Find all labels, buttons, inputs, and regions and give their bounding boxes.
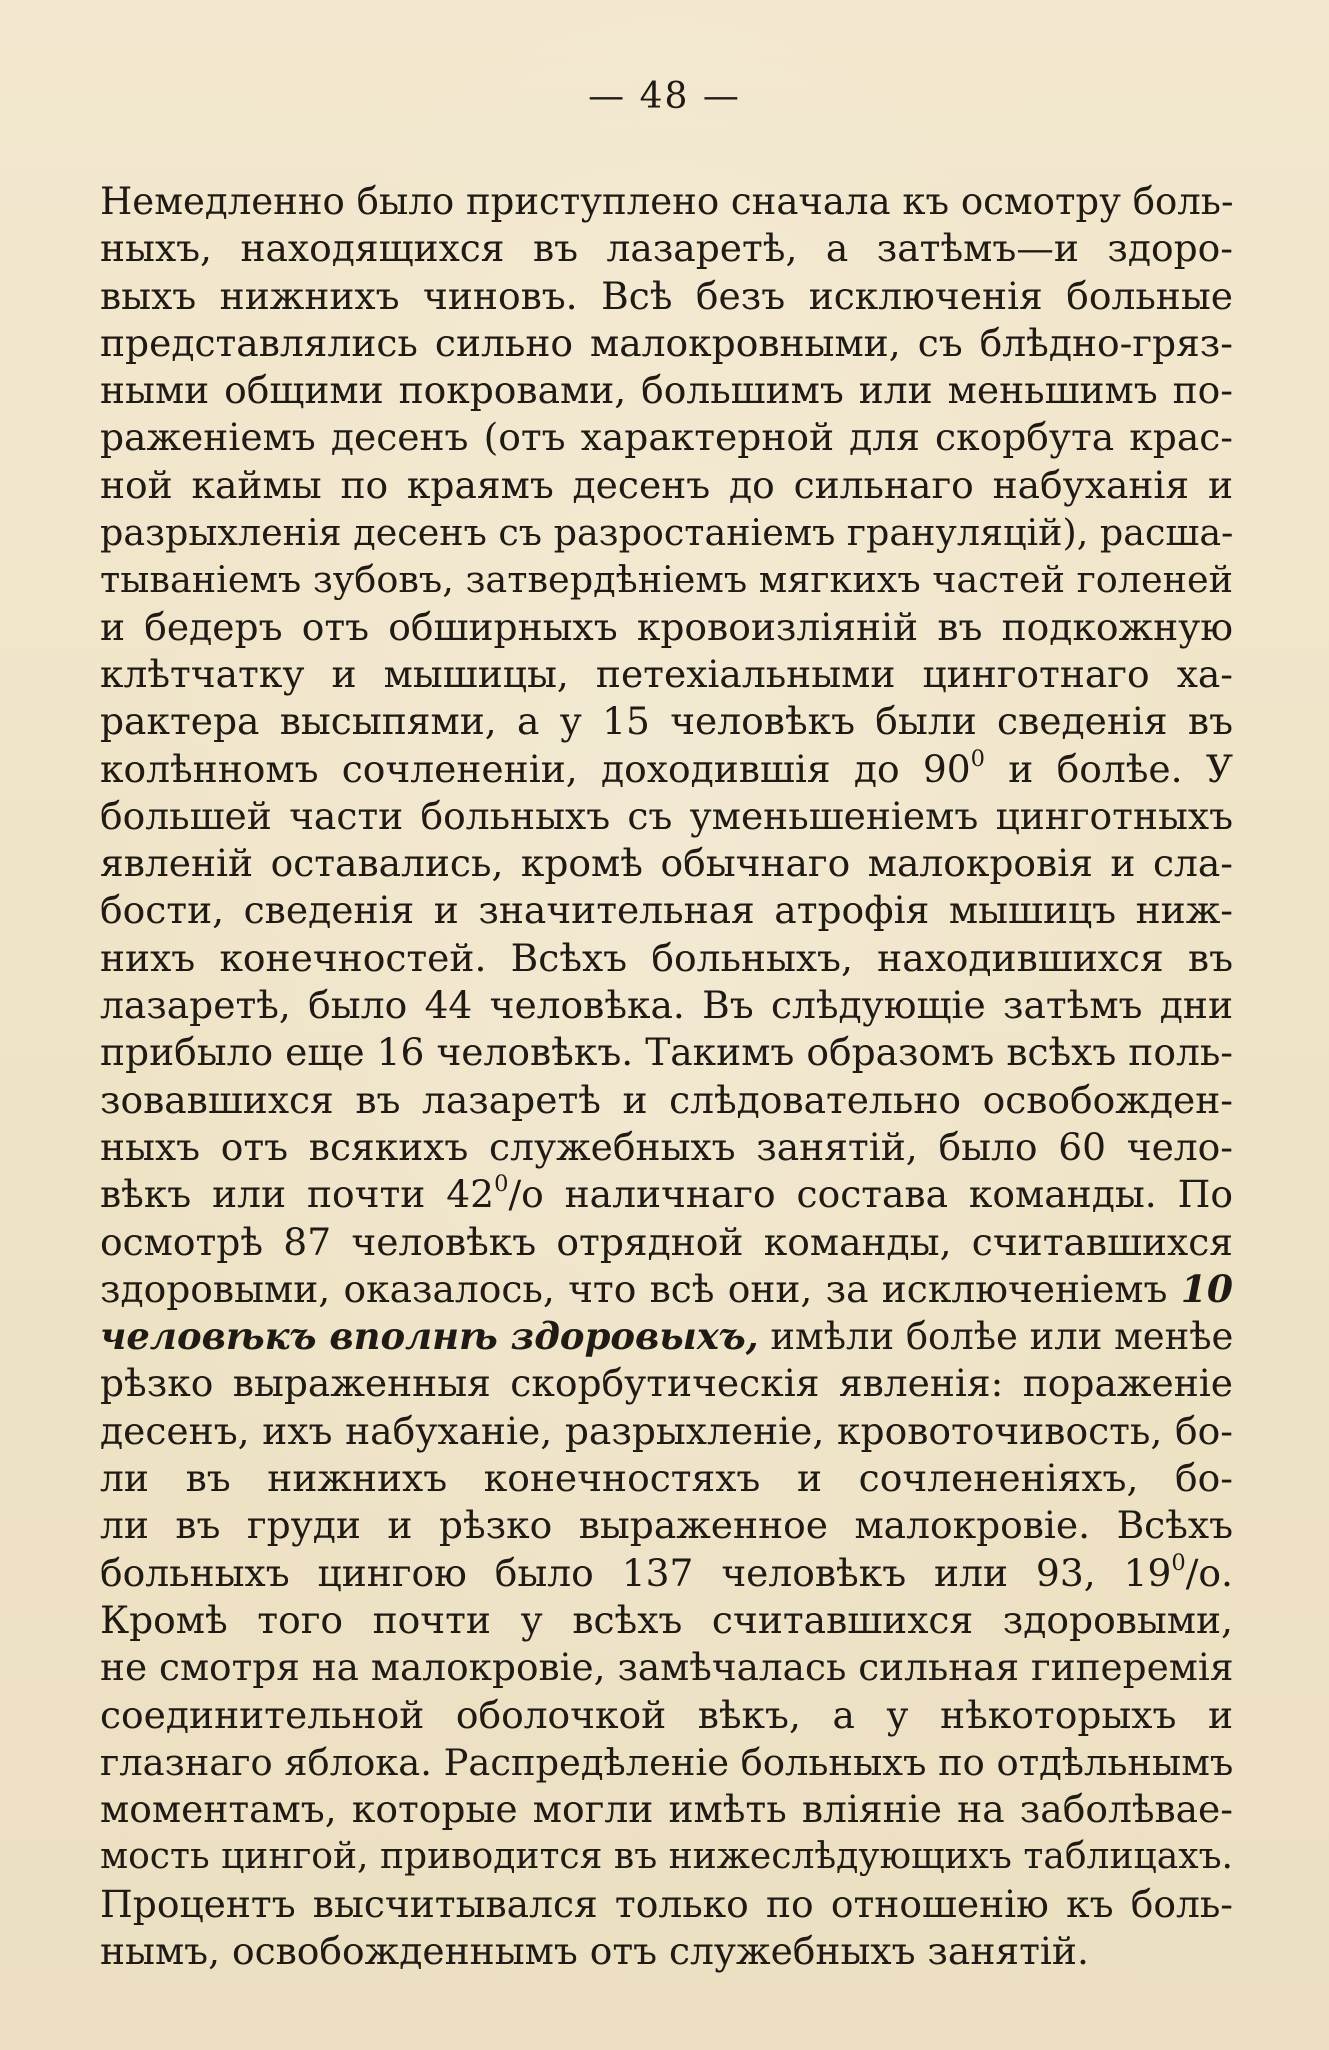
superscript: 0 <box>494 1171 509 1198</box>
text-line: бости, сведенія и значительная атрофія мышицъ ниж- <box>100 888 1233 933</box>
text-fragment: больныхъ цингою было 137 человѣкъ или 93, 19 <box>100 1550 1172 1595</box>
page-number: — 48 — <box>588 76 741 117</box>
text-line-with-emphasis <box>100 1313 1233 1360</box>
text-fragment: и болѣе. У <box>985 746 1233 791</box>
text-line: Кромѣ того почти у всѣхъ считавшихся здоровыми, <box>100 1597 1233 1642</box>
text-line: нихъ конечностей. Всѣхъ больныхъ, находившихся въ <box>100 935 1233 980</box>
text-line: представлялись сильно малокровными, съ блѣдно-гряз- <box>100 320 1233 365</box>
text-line: глазнаго яблока. Распредѣленіе больныхъ по отдѣльнымъ <box>100 1740 1234 1784</box>
text-line: клѣтчатку и мышицы, петехіальными цинготнаго ха- <box>100 651 1233 696</box>
superscript: 0 <box>1171 1549 1186 1576</box>
text-line: раженіемъ десенъ (отъ характерной для скорбута крас- <box>100 415 1233 460</box>
text-line: моментамъ, которые могли имѣть вліяніе на заболѣвае- <box>100 1787 1233 1832</box>
text-line: рѣзко выраженныя скорбутическія явленія: пораженіе <box>100 1361 1233 1406</box>
body-paragraph <box>100 178 1233 1975</box>
text-line: ныхъ, находящихся въ лазаретѣ, а затѣмъ—и здоро- <box>100 226 1233 271</box>
text-fragment: /о. <box>1185 1550 1233 1595</box>
text-line: не смотря на малокровіе, замѣчалась сильная гиперемія <box>100 1645 1234 1690</box>
text-line-with-percent <box>100 1550 1233 1597</box>
text-fragment: колѣнномъ сочлененіи, доходившія до 90 <box>100 746 971 791</box>
text-line: соединительной оболочкой вѣкъ, а у нѣкоторыхъ и <box>100 1692 1233 1737</box>
text-line-with-degree <box>100 746 1233 793</box>
text-line: ными общими покровами, большимъ или меньшимъ по- <box>100 368 1233 413</box>
text-line: рактера высыпями, а у 15 человѣкъ были сведенія въ <box>100 699 1233 744</box>
text-line: мость цингой, приводится въ нижеслѣдующихъ таблицахъ. <box>100 1835 1233 1878</box>
text-fragment: здоровыми, оказалось, что всѣ они, за исключеніемъ <box>100 1266 1181 1311</box>
text-line: и бедеръ отъ обширныхъ кровоизліяній въ подкожную <box>100 604 1233 649</box>
text-line: разрыхленія десенъ съ разростаніемъ грануляцій), расша- <box>100 511 1234 555</box>
text-line: ли въ груди и рѣзко выраженное малокровіе. Всѣхъ <box>100 1503 1233 1548</box>
text-line: прибыло еще 16 человѣкъ. Такимъ образомъ всѣхъ поль- <box>100 1030 1233 1075</box>
text-fragment: вѣкъ или почти 42 <box>100 1172 495 1217</box>
text-line: большей части больныхъ съ уменьшеніемъ цинготныхъ <box>100 793 1233 838</box>
text-line: лазаретѣ, было 44 человѣка. Въ слѣдующіе затѣмъ дни <box>100 983 1233 1028</box>
text-fragment: имѣли болѣе или менѣе <box>758 1315 1234 1359</box>
text-line: ли въ нижнихъ конечностяхъ и сочлененіяхъ, бо- <box>100 1456 1233 1501</box>
emphasized-text: 10 <box>1180 1266 1233 1311</box>
text-line-with-percent <box>100 1171 1233 1218</box>
text-fragment: /о наличнаго состава команды. По <box>508 1172 1233 1217</box>
text-line: осмотрѣ 87 человѣкъ отрядной команды, считавшихся <box>100 1219 1233 1264</box>
text-line: Немедленно было приступлено сначала къ осмотру боль- <box>100 180 1234 223</box>
text-line: явленій оставались, кромѣ обычнаго малокровія и сла- <box>100 841 1233 886</box>
text-line: ной каймы по краямъ десенъ до сильнаго набуханія и <box>100 462 1233 507</box>
text-line: Процентъ высчитывался только по отношенію къ боль- <box>100 1881 1233 1926</box>
superscript: 0 <box>970 745 986 772</box>
text-line: тываніемъ зубовъ, затвердѣніемъ мягкихъ частей голеней <box>100 558 1234 602</box>
emphasized-text: человѣкъ вполнѣ здоровыхъ, <box>100 1314 759 1359</box>
text-line: десенъ, ихъ набуханіе, разрыхленіе, кровоточивость, бо- <box>100 1408 1233 1453</box>
text-line: ныхъ отъ всякихъ служебныхъ занятій, было 60 чело- <box>100 1124 1233 1169</box>
text-line: выхъ нижнихъ чиновъ. Всѣ безъ исключенія больные <box>100 273 1233 318</box>
text-line: нымъ, освобожденнымъ отъ служебныхъ занятій. <box>100 1928 1089 1973</box>
text-line: зовавшихся въ лазаретѣ и слѣдовательно освобожден- <box>100 1077 1233 1122</box>
text-line-with-emphasis <box>100 1266 1233 1313</box>
